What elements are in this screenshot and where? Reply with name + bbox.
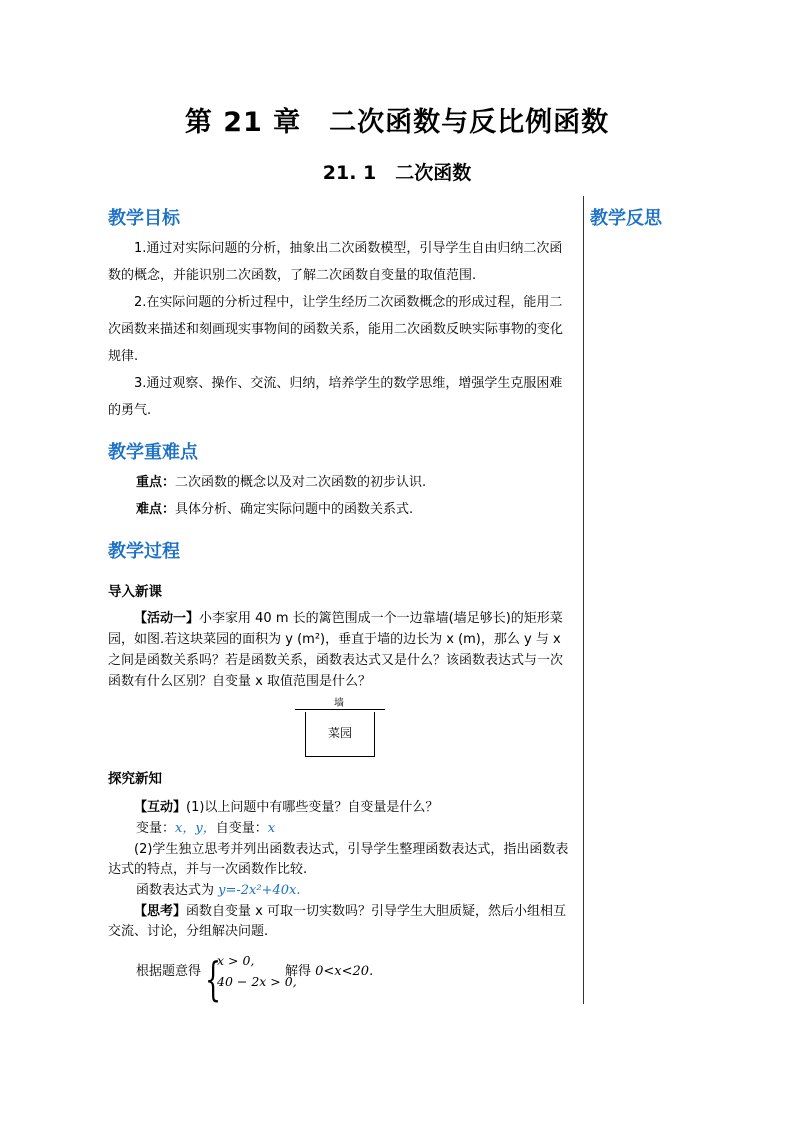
variables-value: x，y， xyxy=(175,821,216,836)
difficulty-text: 具体分析、确定实际问题中的函数关系式. xyxy=(175,502,414,517)
solve-result-label: 解得 xyxy=(285,964,316,979)
interact-line xyxy=(108,798,574,818)
chapter-title: 第 21 章 二次函数与反比例函数 xyxy=(184,107,610,138)
reflection-heading: 教学反思 xyxy=(590,208,662,229)
expression-value: y=-2x²+40x. xyxy=(218,883,301,898)
think-paragraph xyxy=(108,902,574,942)
garden-diagram xyxy=(295,696,385,762)
difficulty-line xyxy=(136,500,602,520)
garden-rectangle xyxy=(305,712,375,757)
solve-result-line xyxy=(285,962,425,982)
independent-label: 自变量： xyxy=(215,821,268,836)
section-title: 21. 1 二次函数 xyxy=(322,162,472,184)
independent-value: x xyxy=(267,821,276,836)
interact-q2: (2)学生独立思考并列出函数表达式，引导学生整理函数表达式，指出函数表达式的特点，并与一次函数作比较. xyxy=(108,842,569,877)
inequality-2: 40 − 2x > 0, xyxy=(217,974,297,989)
intro-heading: 导入新课 xyxy=(108,584,162,600)
solve-prefix: 根据题意得 xyxy=(136,964,202,979)
explore-heading: 探究新知 xyxy=(108,771,162,787)
process-heading: 教学过程 xyxy=(108,541,180,562)
activity-paragraph xyxy=(108,608,574,692)
column-divider xyxy=(583,196,584,1004)
think-label: 【思考】 xyxy=(134,904,187,919)
solve-result: 0<x<20. xyxy=(315,964,374,979)
garden-label: 菜园 xyxy=(327,726,352,740)
wall-label: 墙 xyxy=(331,694,347,709)
objectives-heading: 教学目标 xyxy=(108,208,180,229)
left-brace: { xyxy=(205,952,222,1006)
think-text: 函数自变量 x 可取一切实数吗？引导学生大胆质疑，然后小组相互交流、讨论，分组解决问题. xyxy=(108,904,566,939)
activity-label: 【活动一】 xyxy=(134,611,200,626)
objective-item-2: 2.在实际问题的分析过程中，让学生经历二次函数概念的形成过程，能用二次函数来描述和刻画现实事物间的函数关系，能用二次函数反映实际事物的变化规律. xyxy=(108,295,564,364)
objective-item-1: 1.通过对实际问题的分析，抽象出二次函数模型，引导学生自由归纳二次函数的概念，并能识别二次函数，了解二次函数自变量的取值范围. xyxy=(108,241,563,283)
key-points-heading: 教学重难点 xyxy=(108,442,198,463)
expression-label: 函数表达式为 xyxy=(136,883,219,898)
variables-label: 变量： xyxy=(136,821,176,836)
focus-label: 重点： xyxy=(136,475,176,490)
focus-line xyxy=(136,473,602,493)
focus-text: 二次函数的概念以及对二次函数的初步认识. xyxy=(175,475,427,490)
interact-label: 【互动】 xyxy=(134,800,187,815)
wall-line xyxy=(295,709,385,710)
inequality-1: x > 0, xyxy=(217,953,255,968)
variables-line xyxy=(136,819,556,839)
expression-line xyxy=(136,881,556,901)
activity-text: 小李家用 40 m 长的篱笆围成一个一边靠墙(墙足够长)的矩形菜园，如图.若这块菜园的面积为 y (m²)，垂直于墙的边长为 x (m)，那么 y 与 x 之间是函数关系吗？若是函数关系，函数表达式又是什么？该函数表达式与一次函数有什么区别？自变量 x 取值范围是什么？ xyxy=(108,611,564,689)
interact-q1: (1)以上问题中有哪些变量？自变量是什么？ xyxy=(186,800,439,815)
difficulty-label: 难点： xyxy=(136,502,176,517)
objective-item-3: 3.通过观察、操作、交流、归纳，培养学生的数学思维，增强学生克服困难的勇气. xyxy=(108,376,563,418)
